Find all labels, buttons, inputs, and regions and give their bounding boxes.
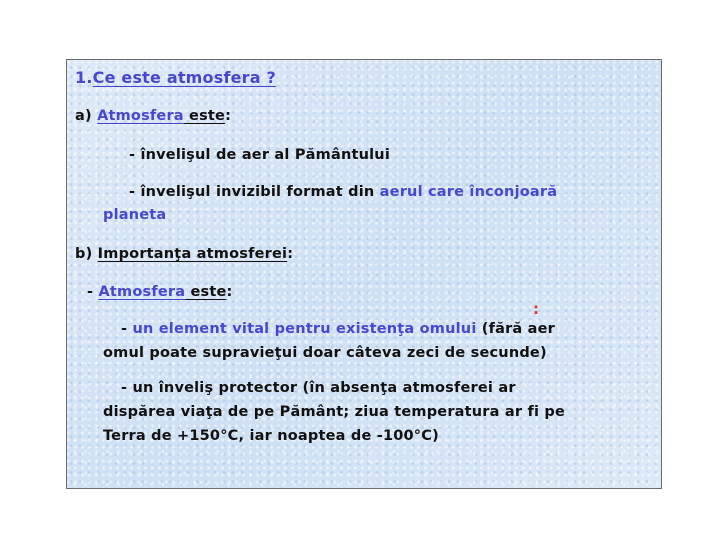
section-b-item-2-line-1: - un înveliş protector (în absenţa atmosferei ar [121, 380, 516, 396]
section-b-item-1-dash: - [121, 321, 133, 337]
section-b-item-1-cont: omul poate supravieţui doar câteva zeci de secunde) [103, 345, 547, 361]
slide-panel [66, 59, 662, 489]
heading-title: Ce este atmosfera ? [92, 68, 277, 87]
section-b-prefix: b) [75, 246, 93, 262]
section-b-item-1-rest: (fără aer [476, 321, 556, 337]
heading-number: 1. [75, 68, 93, 87]
section-b-item-1 [121, 321, 555, 337]
section-b-item-2-line-2: dispărea viaţa de pe Pământ; ziua temperatura ar fi pe [103, 404, 566, 420]
section-a-colon: : [225, 108, 232, 124]
section-a-title [75, 108, 231, 124]
section-b-sub-verb: este [185, 284, 227, 300]
section-b-sub-dash: - [87, 284, 94, 300]
section-b-item-1-highlight: un element vital pentru existenţa omului [132, 321, 477, 337]
section-b-colon: : [287, 246, 294, 262]
section-b-subtitle [87, 284, 232, 300]
section-a-item-2 [129, 184, 557, 200]
section-a-term: Atmosfera [97, 108, 184, 124]
section-b-sub-term: Atmosfera [98, 284, 186, 300]
section-a-item-1: - învelişul de aer al Pământului [129, 147, 390, 163]
section-b-title [75, 246, 293, 262]
red-colon-mark: : [533, 300, 539, 318]
section-a-item-2-cont: planeta [103, 207, 167, 223]
section-b-sub-colon: : [226, 284, 233, 300]
section-a-prefix: a) [75, 108, 92, 124]
section-a-item-2-highlight: aerul care înconjoară [379, 184, 558, 200]
section-b-heading: Importanţa atmosferei [97, 246, 288, 262]
section-a-item-2-text: - învelişul invizibil format din [129, 184, 380, 200]
section-b-item-2-line-3: Terra de +150°C, iar noaptea de -100°C) [103, 428, 439, 444]
heading [75, 68, 276, 87]
section-a-verb: este [183, 108, 226, 124]
